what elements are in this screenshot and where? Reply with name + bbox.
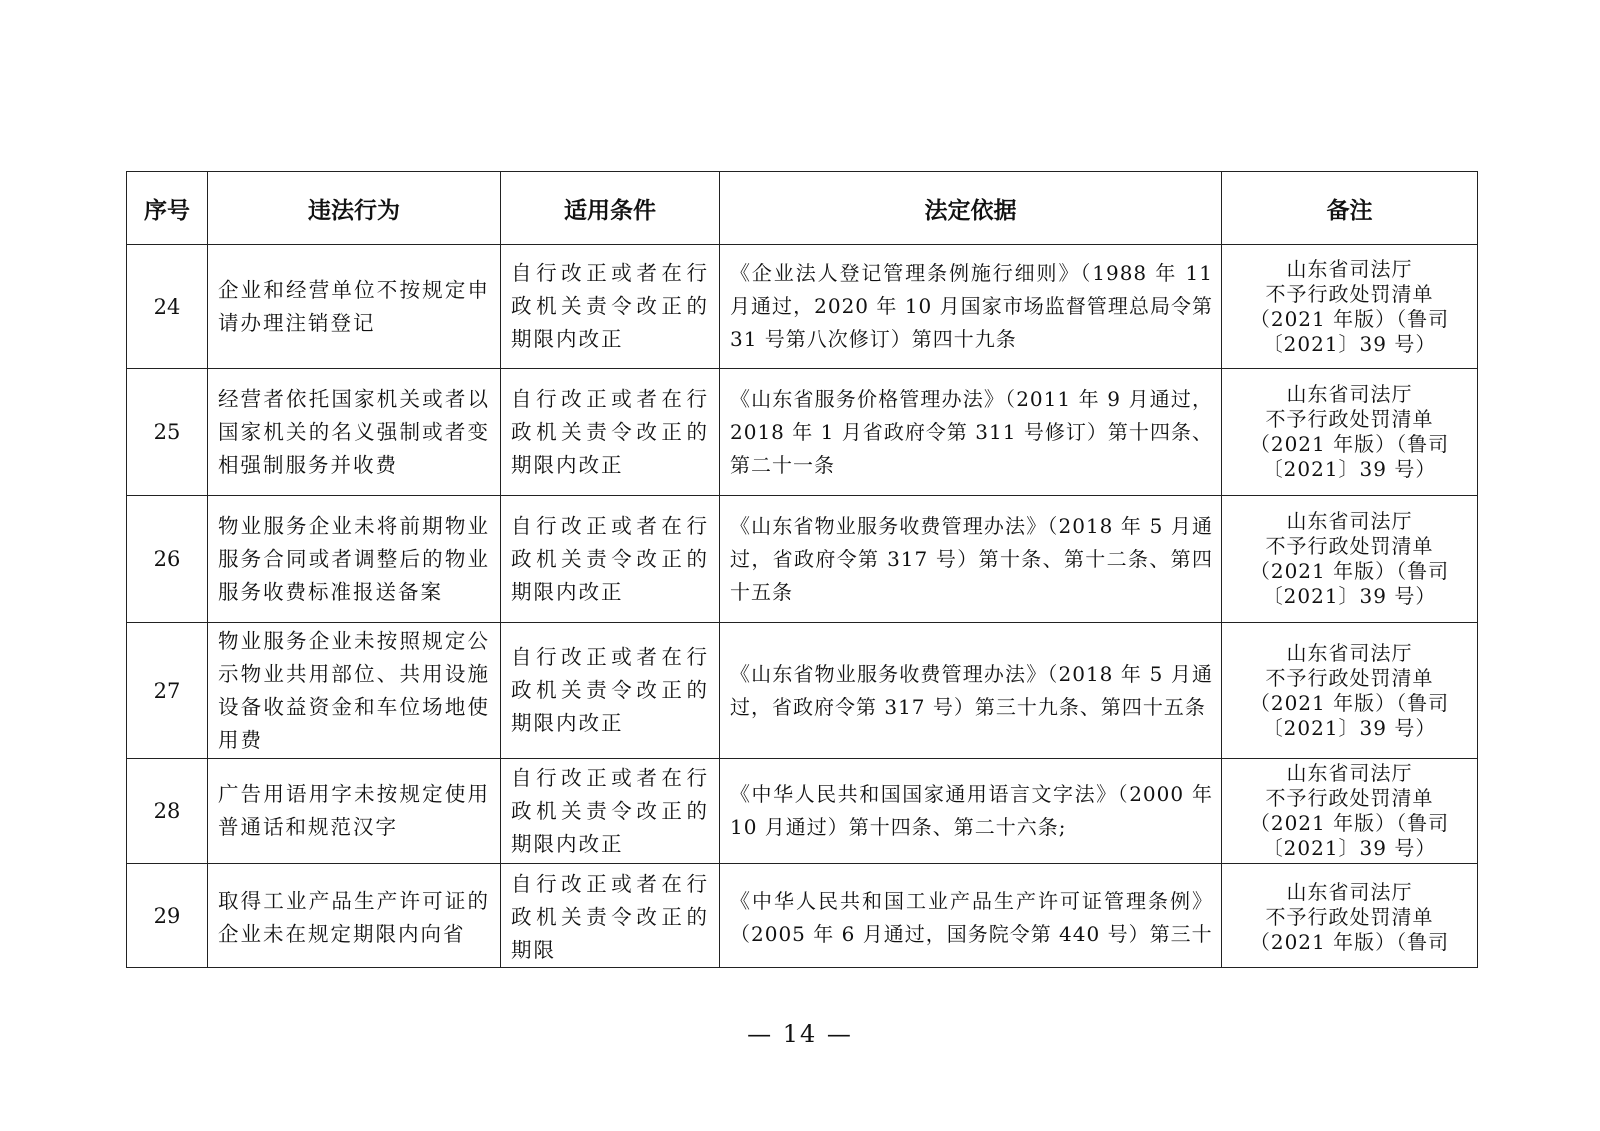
row-remarks: [1222, 369, 1478, 496]
penalty-exemption-table-container: [126, 171, 1477, 962]
page-number: — 14 —: [747, 1020, 853, 1048]
row-violation: 经营者依托国家机关或者以国家机关的名义强制或者变相强制服务并收费: [208, 369, 501, 496]
remark-line: 山东省司法厅: [1286, 509, 1413, 533]
table-row: [127, 245, 1478, 369]
row-serial-number: 29: [127, 864, 208, 968]
remark-line: 不予行政处罚清单: [1265, 905, 1434, 929]
row-violation: 企业和经营单位不按规定申请办理注销登记: [208, 245, 501, 369]
row-serial-number: 27: [127, 623, 208, 759]
remark-line: （2021 年版）（鲁司: [1249, 690, 1450, 715]
row-violation: 物业服务企业未将前期物业服务合同或者调整后的物业服务收费标准报送备案: [208, 496, 501, 623]
remark-line: 不予行政处罚清单: [1265, 407, 1434, 431]
remark-line: 〔2021〕39 号）: [1262, 715, 1437, 740]
header-applicable-condition: 适用条件: [501, 172, 720, 245]
row-condition: 自行改正或者在行政机关责令改正的期限内改正: [501, 496, 720, 623]
remark-line: （2021 年版）（鲁司: [1249, 306, 1450, 331]
remark-line: 不予行政处罚清单: [1265, 534, 1434, 558]
row-serial-number: 25: [127, 369, 208, 496]
row-serial-number: 24: [127, 245, 208, 369]
table-row: [127, 496, 1478, 623]
row-legal-basis: 《中华人民共和国国家通用语言文字法》（2000 年 10 月通过）第十四条、第二十六条;: [720, 759, 1222, 864]
remark-line: （2021 年版）（鲁司: [1249, 930, 1450, 954]
row-condition: 自行改正或者在行政机关责令改正的期限内改正: [501, 369, 720, 496]
remark-line: 山东省司法厅: [1286, 382, 1413, 406]
header-remarks: 备注: [1222, 172, 1478, 245]
row-legal-basis: 《山东省服务价格管理办法》（2011 年 9 月通过，2018 年 1 月省政府令第 311 号修订）第十四条、第二十一条: [720, 369, 1222, 496]
remark-line: 〔2021〕39 号）: [1262, 457, 1437, 481]
row-condition: 自行改正或者在行政机关责令改正的期限: [501, 864, 720, 968]
remark-line: （2021 年版）（鲁司: [1249, 811, 1450, 835]
remark-line: 山东省司法厅: [1286, 256, 1413, 281]
row-serial-number: 28: [127, 759, 208, 864]
row-remarks: [1222, 864, 1478, 968]
remark-line: 山东省司法厅: [1286, 880, 1413, 904]
row-condition: 自行改正或者在行政机关责令改正的期限内改正: [501, 759, 720, 864]
row-remarks: [1222, 245, 1478, 369]
penalty-exemption-table: [126, 171, 1478, 968]
row-remarks: [1222, 759, 1478, 864]
row-legal-basis: 《山东省物业服务收费管理办法》（2018 年 5 月通过，省政府令第 317 号）第十条、第十二条、第四十五条: [720, 496, 1222, 623]
table-row: [127, 759, 1478, 864]
remark-line: 不予行政处罚清单: [1265, 281, 1434, 306]
remark-line: 〔2021〕39 号）: [1262, 836, 1437, 860]
table-row: [127, 864, 1478, 968]
header-serial-number: 序号: [127, 172, 208, 245]
row-remarks: [1222, 623, 1478, 759]
row-remarks: [1222, 496, 1478, 623]
row-legal-basis: 《企业法人登记管理条例施行细则》（1988 年 11 月通过，2020 年 10 月国家市场监督管理总局令第 31 号第八次修订）第四十九条: [720, 245, 1222, 369]
table-row: [127, 369, 1478, 496]
header-violation: 违法行为: [208, 172, 501, 245]
remark-line: 不予行政处罚清单: [1265, 665, 1434, 690]
remark-line: （2021 年版）（鲁司: [1249, 432, 1450, 456]
remark-line: 不予行政处罚清单: [1265, 786, 1434, 810]
remark-line: 山东省司法厅: [1286, 640, 1413, 665]
table-header-row: [127, 172, 1478, 245]
row-violation: 取得工业产品生产许可证的企业未在规定期限内向省: [208, 864, 501, 968]
row-condition: 自行改正或者在行政机关责令改正的期限内改正: [501, 245, 720, 369]
header-legal-basis: 法定依据: [720, 172, 1222, 245]
remark-line: 〔2021〕39 号）: [1262, 331, 1437, 356]
row-violation: 物业服务企业未按照规定公示物业共用部位、共用设施设备收益资金和车位场地使用费: [208, 623, 501, 759]
remark-line: 山东省司法厅: [1286, 761, 1413, 785]
row-legal-basis: 《山东省物业服务收费管理办法》（2018 年 5 月通过，省政府令第 317 号）第三十九条、第四十五条: [720, 623, 1222, 759]
row-condition: 自行改正或者在行政机关责令改正的期限内改正: [501, 623, 720, 759]
remark-line: （2021 年版）（鲁司: [1249, 559, 1450, 583]
table-row: [127, 623, 1478, 759]
row-serial-number: 26: [127, 496, 208, 623]
row-violation: 广告用语用字未按规定使用普通话和规范汉字: [208, 759, 501, 864]
row-legal-basis: 《中华人民共和国工业产品生产许可证管理条例》（2005 年 6 月通过，国务院令第 440 号）第三十: [720, 864, 1222, 968]
remark-line: 〔2021〕39 号）: [1262, 584, 1437, 608]
